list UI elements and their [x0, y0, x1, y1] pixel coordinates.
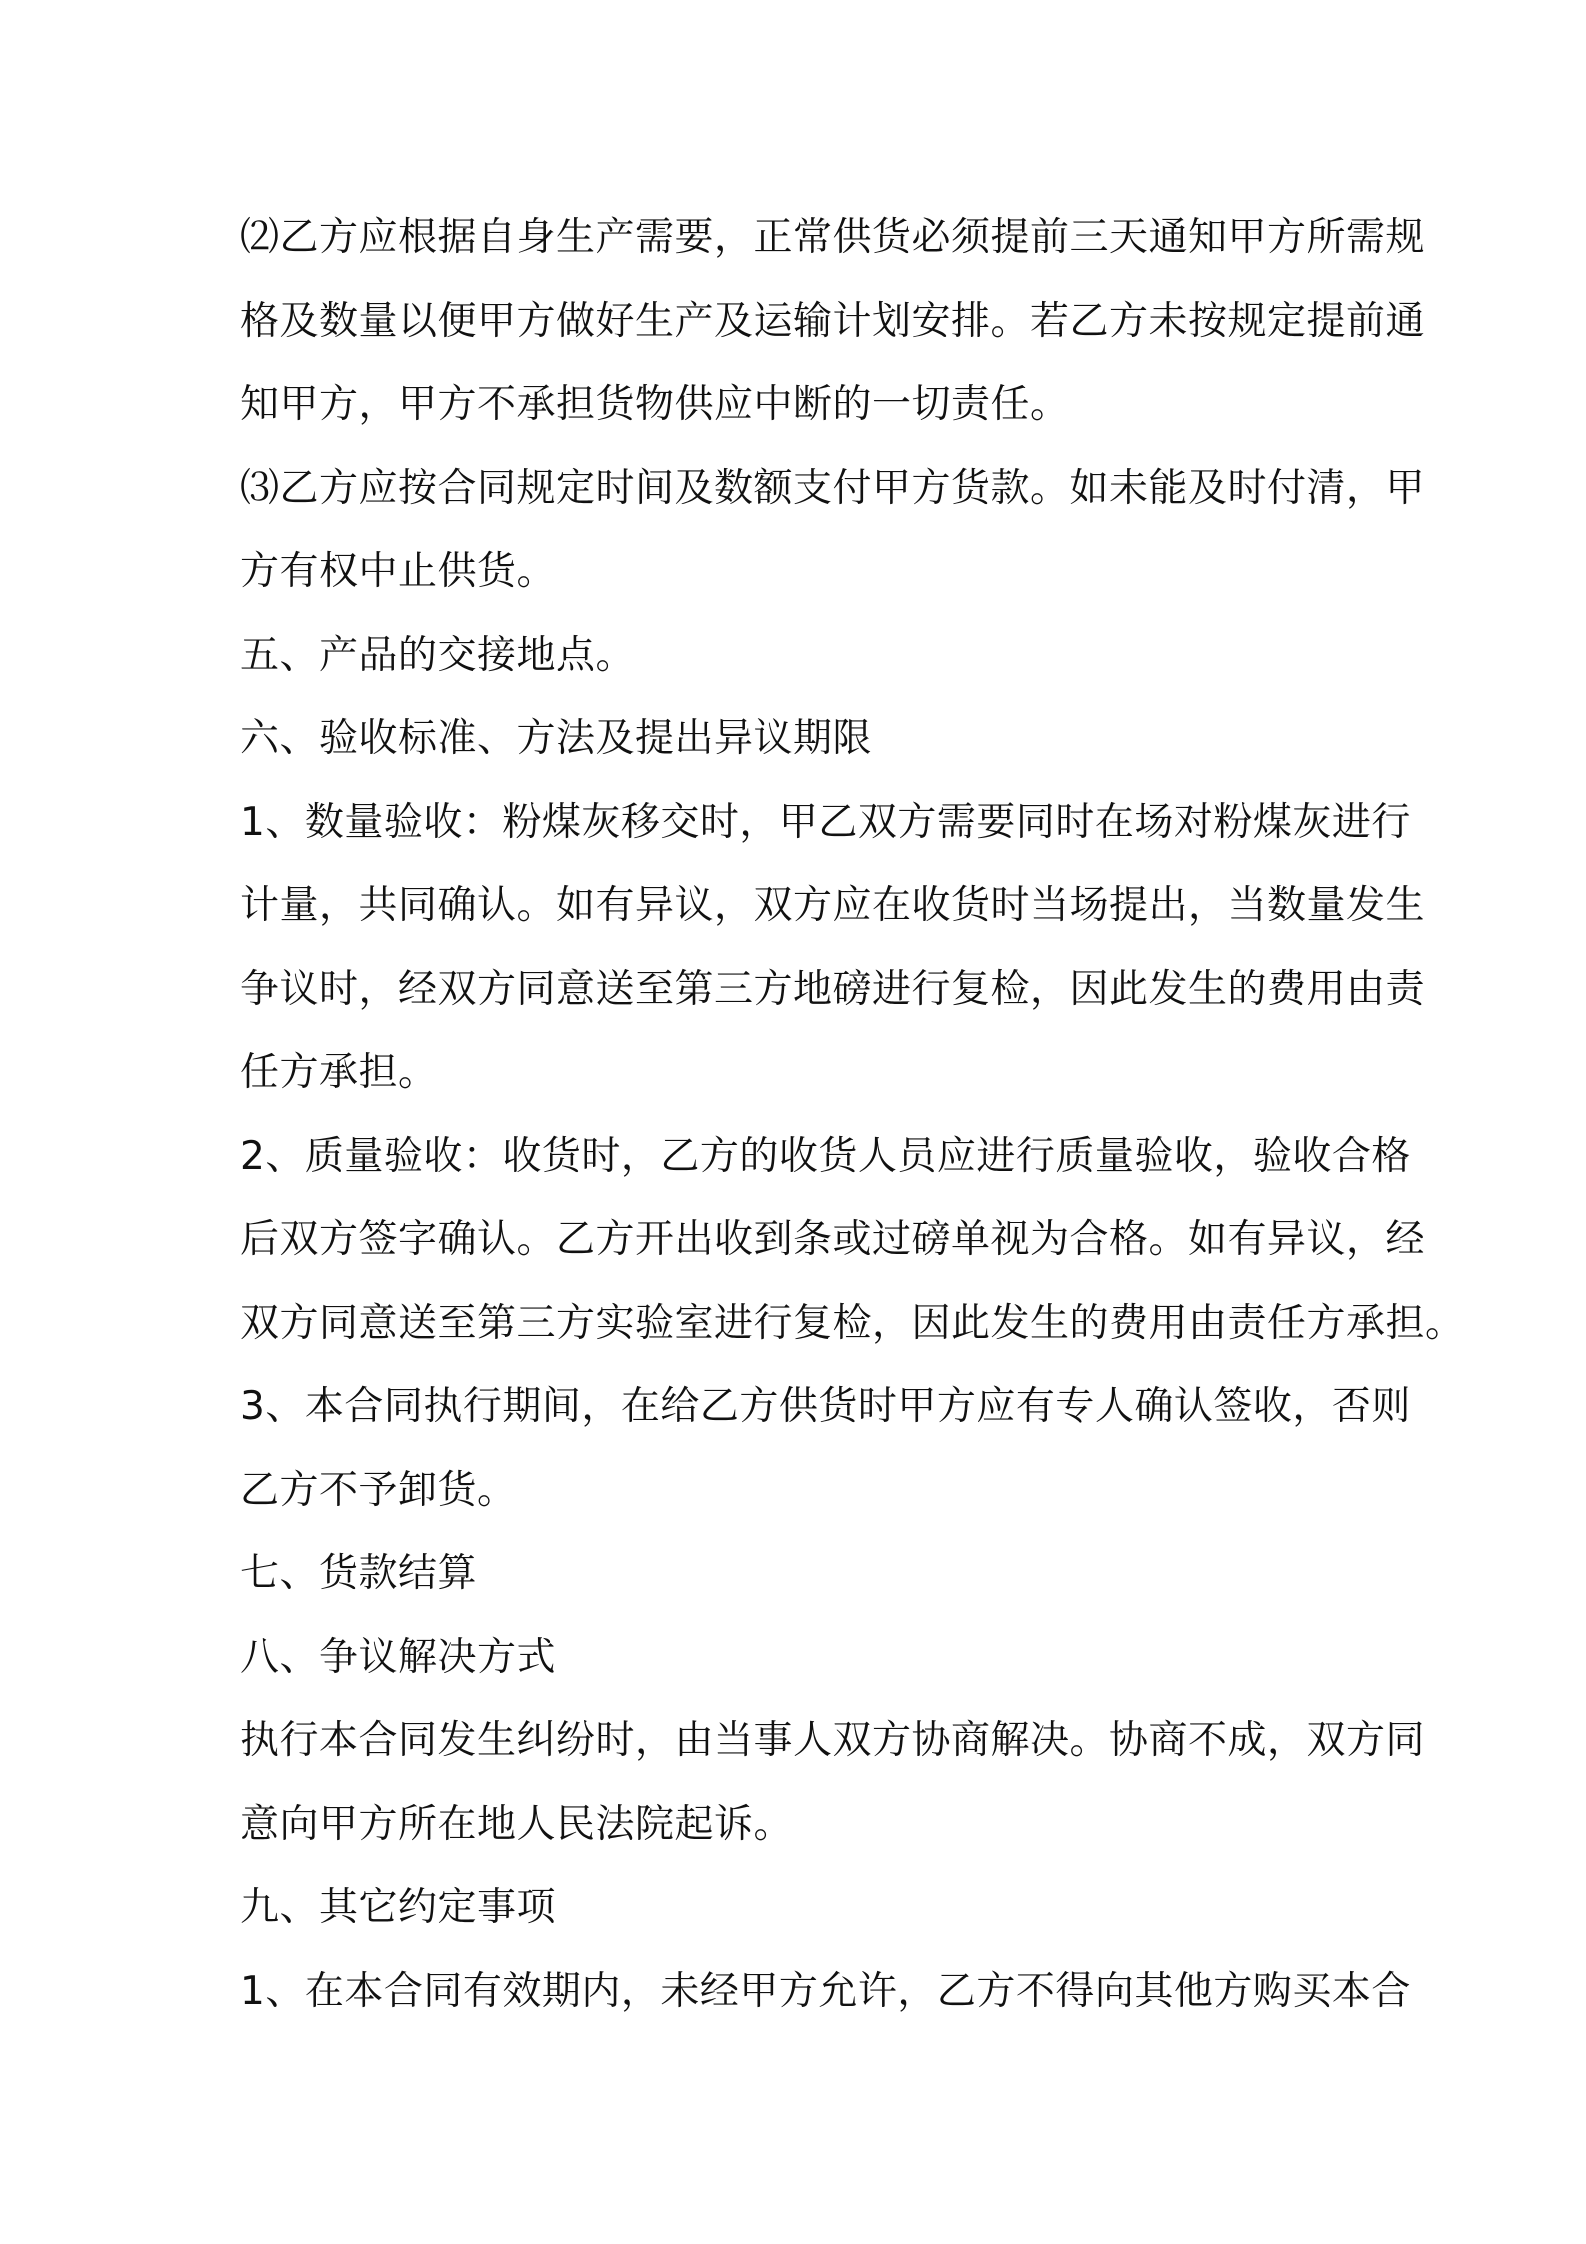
- text-line: 计量，共同确认。如有异议，双方应在收货时当场提出，当数量发生: [240, 883, 1426, 928]
- text-line: 方有权中止供货。: [240, 549, 557, 594]
- text-line: 知甲方，甲方不承担货物供应中断的一切责任。: [240, 382, 1070, 427]
- document-body: [240, 196, 1465, 2033]
- text-line: 1、数量验收：粉煤灰移交时，甲乙双方需要同时在场对粉煤灰进行: [240, 799, 1411, 845]
- section-heading: 九、其它约定事项: [240, 1885, 557, 1930]
- text-line: 格及数量以便甲方做好生产及运输计划安排。若乙方未按规定提前通: [240, 298, 1426, 344]
- text-line: 2、质量验收：收货时，乙方的收货人员应进行质量验收，验收合格: [240, 1133, 1411, 1179]
- text-line: ⑵乙方应根据自身生产需要，正常供货必须提前三天通知甲方所需规: [240, 215, 1426, 260]
- text-line: 1、在本合同有效期内，未经甲方允许，乙方不得向其他方购买本合: [240, 1968, 1411, 2014]
- text-line: 双方同意送至第三方实验室进行复检，因此发生的费用由责任方承担。: [240, 1300, 1465, 1346]
- text-line: 乙方不予卸货。: [240, 1467, 517, 1513]
- text-line: 3、本合同执行期间，在给乙方供货时甲方应有专人确认签收，否则: [240, 1384, 1411, 1429]
- text-line: 后双方签字确认。乙方开出收到条或过磅单视为合格。如有异议，经: [240, 1217, 1426, 1262]
- section-heading: 八、争议解决方式: [240, 1634, 557, 1680]
- text-line: 争议时，经双方同意送至第三方地磅进行复检，因此发生的费用由责: [240, 966, 1426, 1012]
- section-heading: 六、验收标准、方法及提出异议期限: [240, 716, 873, 761]
- text-line: 意向甲方所在地人民法院起诉。: [240, 1801, 794, 1847]
- text-line: 任方承担。: [240, 1050, 438, 1095]
- section-heading: 五、产品的交接地点。: [240, 632, 636, 678]
- text-line: ⑶乙方应按合同规定时间及数额支付甲方货款。如未能及时付清，甲: [240, 465, 1426, 511]
- text-line: 执行本合同发生纠纷时，由当事人双方协商解决。协商不成，双方同: [240, 1718, 1426, 1763]
- section-heading: 七、货款结算: [240, 1551, 478, 1596]
